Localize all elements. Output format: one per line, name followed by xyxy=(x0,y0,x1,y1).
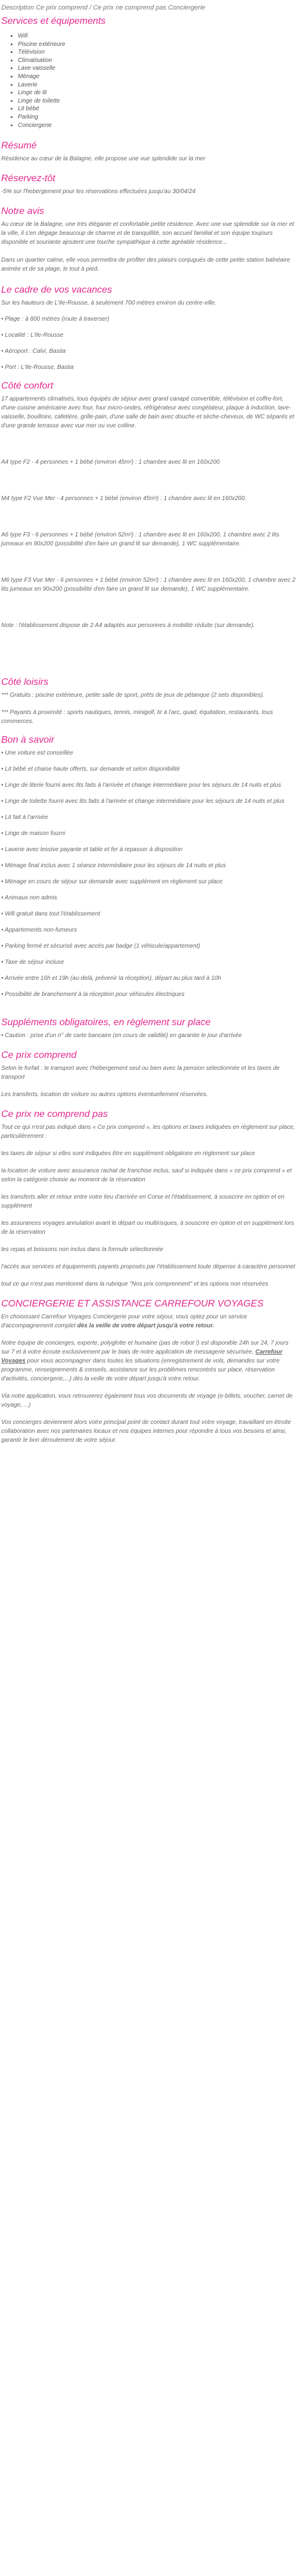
list-item: • Lit bébé xyxy=(18,105,297,113)
avis-paragraph: Dans un quartier calme, elle vous permettra de profiter des plaisirs conjugués de cette petite station balnéaire animée et de sa plage, le tout à pied. xyxy=(1,257,290,273)
breadcrumb: Description Ce prix comprend / Ce prix ne comprend pas Conciergerie xyxy=(1,4,206,11)
list-item: • Ménage xyxy=(18,73,297,81)
avis-title: Notre avis xyxy=(1,206,45,217)
comprend-paragraph: Selon le forfait : le transport avec l'hébergement seul ou bien avec la pension sélectionnée et les taxes de transport xyxy=(1,1065,280,1081)
list-item: • Aéroport : Calvi, Bastia xyxy=(1,348,66,355)
list-item: • Lit fait à l'arrivée xyxy=(1,814,48,821)
savoir-title: Bon à savoir xyxy=(1,735,54,746)
concierge-paragraph xyxy=(1,1339,297,1383)
list-item: • Wifi xyxy=(18,32,297,41)
list-item: • Parking fermé et sécurisé avec accès par badge (1 véhicule/appartement) xyxy=(1,943,200,950)
resume-text: Résidence au cœur de la Balagne, elle propose une vue splendide sur la mer xyxy=(1,156,206,163)
loisirs-paragraph: *** Payants à proximité : sports nautiques, tennis, minigolf, tir à l'arc, quad, équitation, restaurants, tous commerces. xyxy=(1,709,274,725)
list-item: • Appartements non-fumeurs xyxy=(1,927,77,934)
list-item: • Linge de maison fourni xyxy=(1,830,66,837)
resume-title: Résumé xyxy=(1,141,37,151)
list-item: • Wifi gratuit dans tout l'établissement xyxy=(1,911,100,918)
confort-intro: 17 appartements climatisés, tous équipés de séjour avec grand canapé convertible, télévision et coffre-fort, d'une cuisine américaine avec four, four micro-ondes, réfrigérateur avec congélateur, plaque à induction, lave-vaisselle, bouilloire, cafetière, grille-pain, d'une salle de bain avec douche et sèche-cheveux, de WC séparés et d'une grande terrasse avec vue mer ou vue colline. xyxy=(1,396,294,430)
loisirs-title: Côté loisirs xyxy=(1,677,49,688)
apartment-type: M4 type F2 Vue Mer - 4 personnes + 1 bébé (environ 45m²) : 1 chambre avec lit en 160x200. xyxy=(1,495,247,502)
list-item: • Climatisation xyxy=(18,57,297,65)
cadre-intro: Sur les hauteurs de L'Ile-Rousse, à seulement 700 mètres environ du centre-ville. xyxy=(1,300,216,307)
loisirs-paragraph: *** Gratuits : piscine extérieure, petite salle de sport, prêts de jeux de pétanque (2 sets disponibles). xyxy=(1,692,265,699)
concierge-paragraph: Via notre application, vous retrouverez également tous vos documents de voyage (e-billets, voucher, carnet de voyage, ...) xyxy=(1,1393,293,1409)
services-list xyxy=(1,32,297,129)
list-item: • Linge de toilette fourni avec lits faits à l'arrivée et change intermédiaire pour les séjours de 14 nuits et plus xyxy=(1,798,285,805)
list-item: • Localité : L'Ile-Rousse xyxy=(1,332,64,339)
apartment-type: M6 type F3 Vue Mer - 6 personnes + 1 bébé (environ 52m²) : 1 chambre avec lit en 160x200, 1 chambre avec 2 lits jumeaux en 90x200 (possibilité d'en faire un grand lit sur demande), 1 WC supplémentaire. xyxy=(1,577,296,593)
supplements-text: • Caution : prise d'un n° de carte bancaire (en cours de validité) en garantie le jour d'arrivée xyxy=(1,1032,242,1039)
concierge-text: Notre équipe de concierges, experte, polyglotte et humaine (pas de robot !) est disponible 24h sur 24, 7 jours sur 7 et à votre écoute exclusivement par le biais de notre application de messagerie sécurisée, xyxy=(1,1340,288,1356)
list-item: • Parking xyxy=(18,113,297,122)
ne-comprend-paragraph: les taxes de séjour si elles sont indiquées être en supplément obligatoire en règlement sur place xyxy=(1,1150,255,1157)
savoir-list xyxy=(1,749,297,999)
reservez-title: Réservez-tôt xyxy=(1,173,55,184)
list-item: • Linge de literie fourni avec lits faits à l'arrivée et change intermédiaire pour les séjours de 14 nuits et plus xyxy=(1,782,281,789)
list-item: • Ménage en cours de séjour sur demande avec supplément en règlement sur place xyxy=(1,879,223,886)
concierge-title: CONCIERGERIE ET ASSISTANCE CARREFOUR VOYAGES xyxy=(1,1299,264,1309)
list-item: • Lit bébé et chaise haute offerts, sur demande et selon disponibilité xyxy=(1,766,180,773)
list-item: • Taxe de séjour incluse xyxy=(1,959,64,966)
concierge-paragraph xyxy=(1,1312,297,1330)
list-item: • Port : L'Ile-Rousse, Bastia xyxy=(1,364,74,371)
list-item: • Linge de lit xyxy=(18,89,297,97)
list-item: • Télévision xyxy=(18,48,297,57)
apartment-type: A4 type F2 - 4 personnes + 1 bébé (environ 45m²) : 1 chambre avec lit en 160x200 xyxy=(1,459,220,466)
concierge-paragraph: Vos concierges deviennent alors votre principal point de contact durant tout votre voyage, travaillant en étroite collaboration avec nos partenaires locaux et nos équipes internes pour répondre à tous vos besoins et ainsi, garantir le bon déroulement de votre séjour. xyxy=(1,1419,291,1444)
list-item: • Lave vaisselle xyxy=(18,64,297,73)
confort-title: Côté confort xyxy=(1,381,54,392)
ne-comprend-title: Ce prix ne comprend pas xyxy=(1,1109,108,1120)
list-item: • Piscine extérieure xyxy=(18,41,297,49)
ne-comprend-paragraph: les assurances voyages annulation avant le départ ou multirisques, à souscrire en option et en supplément lors de la réservation xyxy=(1,1220,294,1236)
list-item: • Ménage final inclus avec 1 séance intermédiaire pour les séjours de 14 nuits et plus xyxy=(1,862,226,870)
list-item: • Une voiture est conseillée xyxy=(1,750,73,757)
ne-comprend-paragraph: les transferts aller et retour entre votre lieu d'arrivée en Corse et l'établissement, à souscrire en option et en supplément xyxy=(1,1194,285,1210)
list-item: • Arrivée entre 16h et 19h (au-delà, prévenir la réception), départ au plus tard à 10h xyxy=(1,975,221,982)
comprend-paragraph: Les transferts, location de voiture ou autres options éventuellement réservées. xyxy=(1,1091,208,1098)
services-title: Services et équipements xyxy=(1,16,106,26)
list-item: • Animaux non admis xyxy=(1,895,57,902)
supplements-title: Suppléments obligatoires, en règlement sur place xyxy=(1,1017,211,1028)
apartment-type: A6 type F3 - 6 personnes + 1 bébé (environ 52m²) : 1 chambre avec lit en 160x200, 1 chambre avec 2 lits jumeaux en 90x200 (possibilité d'en faire un grand lit sur demande), 1 WC supplémentaire. xyxy=(1,532,280,548)
avis-paragraph: Au cœur de la Balagne, une très élégante et confortable petite résidence. Avec une vue splendide sur la mer et la ville, il s'en dégage beaucoup de charme et de tranquillité, son accueil familial et son équipe toujours disponible et souriante ajoutent une touche sympathique à cette agréable résidence... xyxy=(1,221,294,246)
ne-comprend-paragraph: l'accès aux services et équipements payants proposés par l'établissement toute dépense à caractère personnel xyxy=(1,1264,295,1271)
carrefour-voyages-link[interactable]: Carrefour Voyages xyxy=(1,1349,283,1365)
concierge-text: pour vous accompagner dans toutes les situations (enregistrement de vols, demandes sur votre programme, renseignements & conseils, assistance sur les problèmes rencontrés sur place, réservation d'activités, conciergerie,...) dès la veille de votre départ jusqu'à votre retour. xyxy=(1,1358,280,1383)
concierge-emphasis: dès la veille de votre départ jusqu'à votre retour. xyxy=(77,1323,215,1330)
cadre-title: Le cadre de vos vacances xyxy=(1,285,112,296)
list-item: • Laverie xyxy=(18,81,297,89)
confort-note: Note : l'établissement dispose de 2 A4 adaptés aux personnes à mobilité réduite (sur demande). xyxy=(1,622,255,629)
reservez-text: -5% sur l'hebergement pour les réservations effectuées jusqu'au 30/04/24 xyxy=(1,188,196,195)
list-item: • Possibilité de branchement à la réception pour véhicules électriques xyxy=(1,991,185,998)
comprend-title: Ce prix comprend xyxy=(1,1050,77,1061)
ne-comprend-paragraph: tout ce qui n'est pas mentionné dans la rubrique "Nos prix comprennent" et les options non réservées xyxy=(1,1281,269,1288)
list-item: • Laverie avec lessive payante et table et fer à repasser à disposition xyxy=(1,846,183,854)
list-item: • Linge de toilette xyxy=(18,97,297,105)
concierge-text: En choisissant Carrefour Voyages Conciergerie pour votre séjour, vous optez pour un service d'accompagnement complet xyxy=(1,1314,247,1330)
list-item: • Conciergerie xyxy=(18,122,297,130)
ne-comprend-paragraph: Tout ce qui n'est pas indiqué dans « Ce prix comprend », les options et taxes indiquées en règlement sur place, particulièrement : xyxy=(1,1124,295,1140)
ne-comprend-paragraph: les repas et boissons non inclus dans la formule sélectionnée xyxy=(1,1246,163,1253)
ne-comprend-paragraph: la location de voiture avec assurance rachat de franchise inclus, sauf si indiquée dans « ce prix comprend » et selon la catégorie choisie au moment de la réservation xyxy=(1,1168,292,1184)
list-item: • Plage : à 800 mètres (route à traverser) xyxy=(1,316,110,323)
